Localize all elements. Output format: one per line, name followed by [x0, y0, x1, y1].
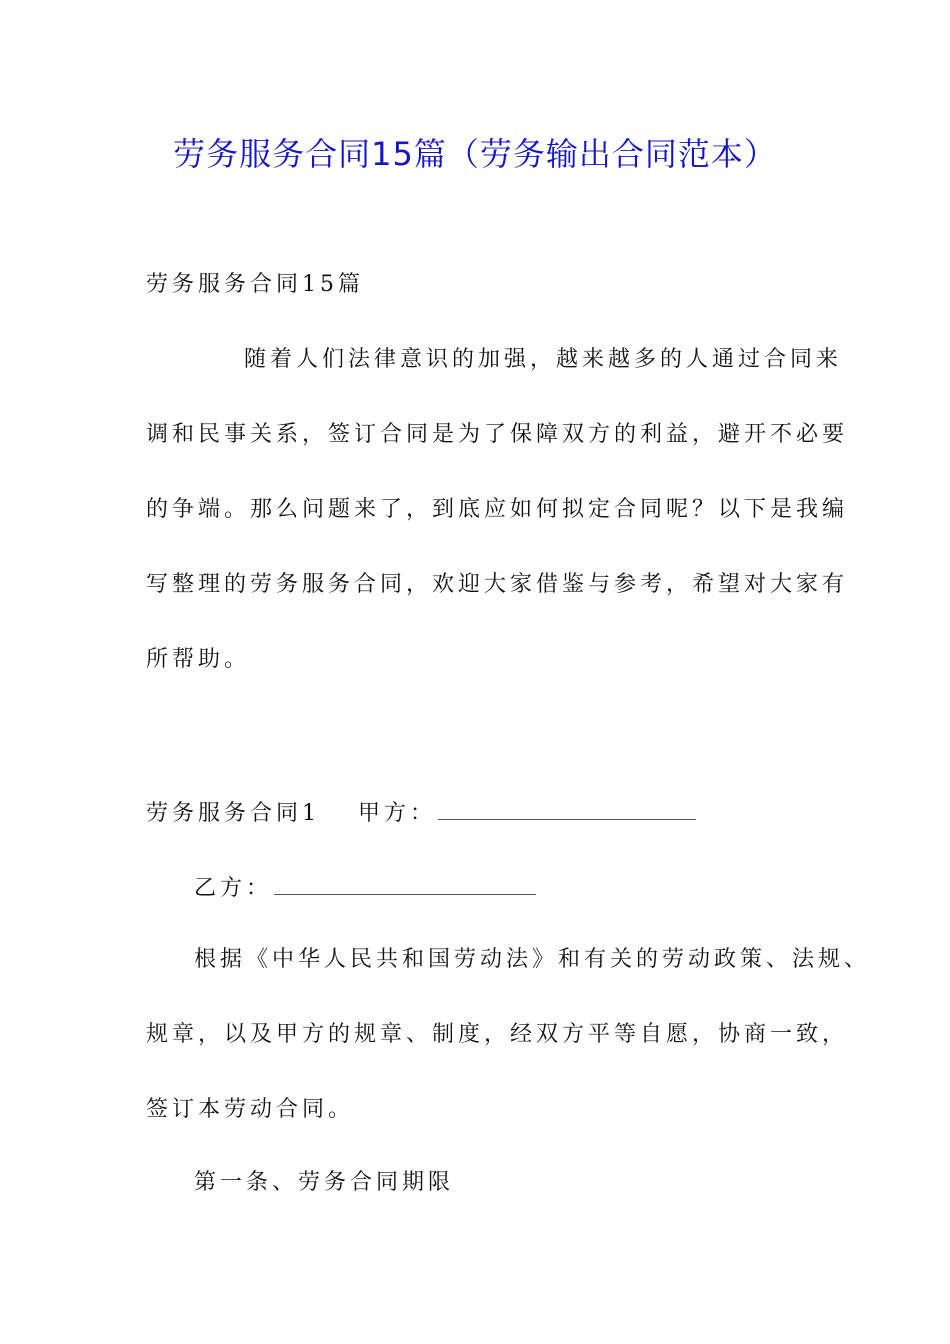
party-b-label: 乙方：	[194, 876, 273, 901]
page-title: 劳务服务合同15篇（劳务输出合同范本）	[173, 135, 777, 173]
basis-line-2: 规章，以及甲方的规章、制度，经双方平等自愿，协商一致，	[146, 1022, 849, 1047]
basis-line-1: 根据《中华人民共和国劳动法》和有关的劳动政策、法规、	[194, 947, 871, 972]
intro-line-1: 随着人们法律意识的加强，越来越多的人通过合同来	[244, 347, 843, 372]
party-b-blank	[274, 870, 536, 895]
party-a-label: 甲方：	[358, 801, 437, 826]
contract-heading-row	[146, 795, 696, 829]
article-1-heading: 第一条、劳务合同期限	[194, 1170, 455, 1195]
basis-line-3: 签订本劳动合同。	[146, 1097, 355, 1122]
intro-line-5: 所帮助。	[146, 647, 251, 672]
party-b-row	[194, 870, 536, 904]
party-a-blank	[438, 795, 696, 820]
intro-line-2: 调和民事关系，签订合同是为了保障双方的利益，避开不必要	[146, 422, 849, 447]
document-subtitle: 劳务服务合同15篇	[146, 272, 364, 297]
contract-heading: 劳务服务合同1	[146, 801, 320, 826]
intro-line-4: 写整理的劳务服务合同，欢迎大家借鉴与参考，希望对大家有	[146, 572, 849, 597]
intro-line-3: 的争端。那么问题来了，到底应如何拟定合同呢？以下是我编	[146, 497, 849, 522]
